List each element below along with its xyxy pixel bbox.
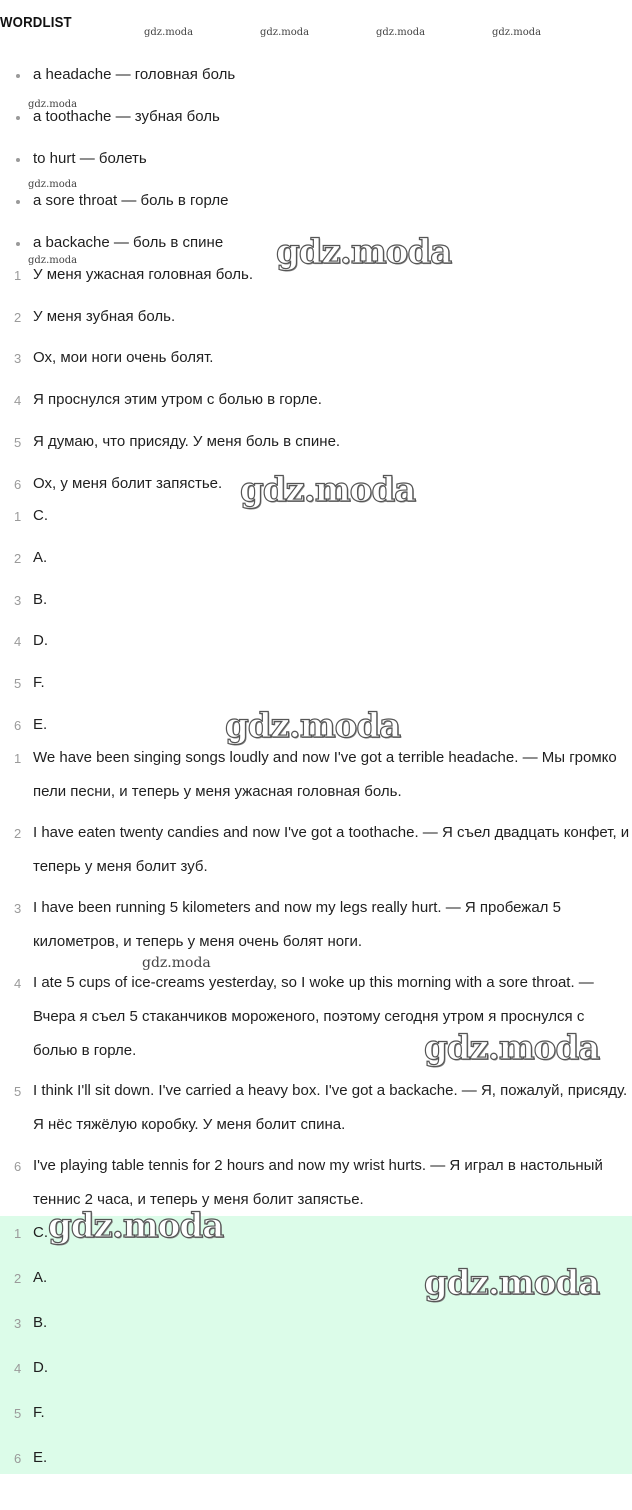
bullet-icon — [16, 74, 20, 78]
watermark-small: gdz.moda — [28, 99, 78, 110]
bullet-icon — [16, 116, 20, 120]
watermark-large: gdz.moda — [424, 1028, 600, 1068]
watermark-small: gdz.moda — [492, 27, 542, 38]
page-title: WORDLIST — [0, 14, 72, 31]
watermark-large: gdz.moda — [424, 1263, 600, 1303]
bullet-icon — [16, 242, 20, 246]
answer-box: 1 C. 2 A. 3 B. 4 D. 5 F. 6 E. — [0, 1216, 632, 1474]
watermark-small: gdz.moda — [142, 955, 211, 971]
watermark-large: gdz.moda — [276, 232, 452, 272]
watermark-small: gdz.moda — [28, 179, 78, 190]
watermark-small: gdz.moda — [144, 27, 194, 38]
watermark-small: gdz.moda — [260, 27, 310, 38]
bullet-icon — [16, 158, 20, 162]
watermark-small: gdz.moda — [28, 255, 78, 266]
watermark-small: gdz.moda — [376, 27, 426, 38]
watermark-large: gdz.moda — [48, 1206, 224, 1246]
watermark-large: gdz.moda — [225, 706, 401, 746]
bullet-icon — [16, 200, 20, 204]
watermark-large: gdz.moda — [240, 470, 416, 510]
